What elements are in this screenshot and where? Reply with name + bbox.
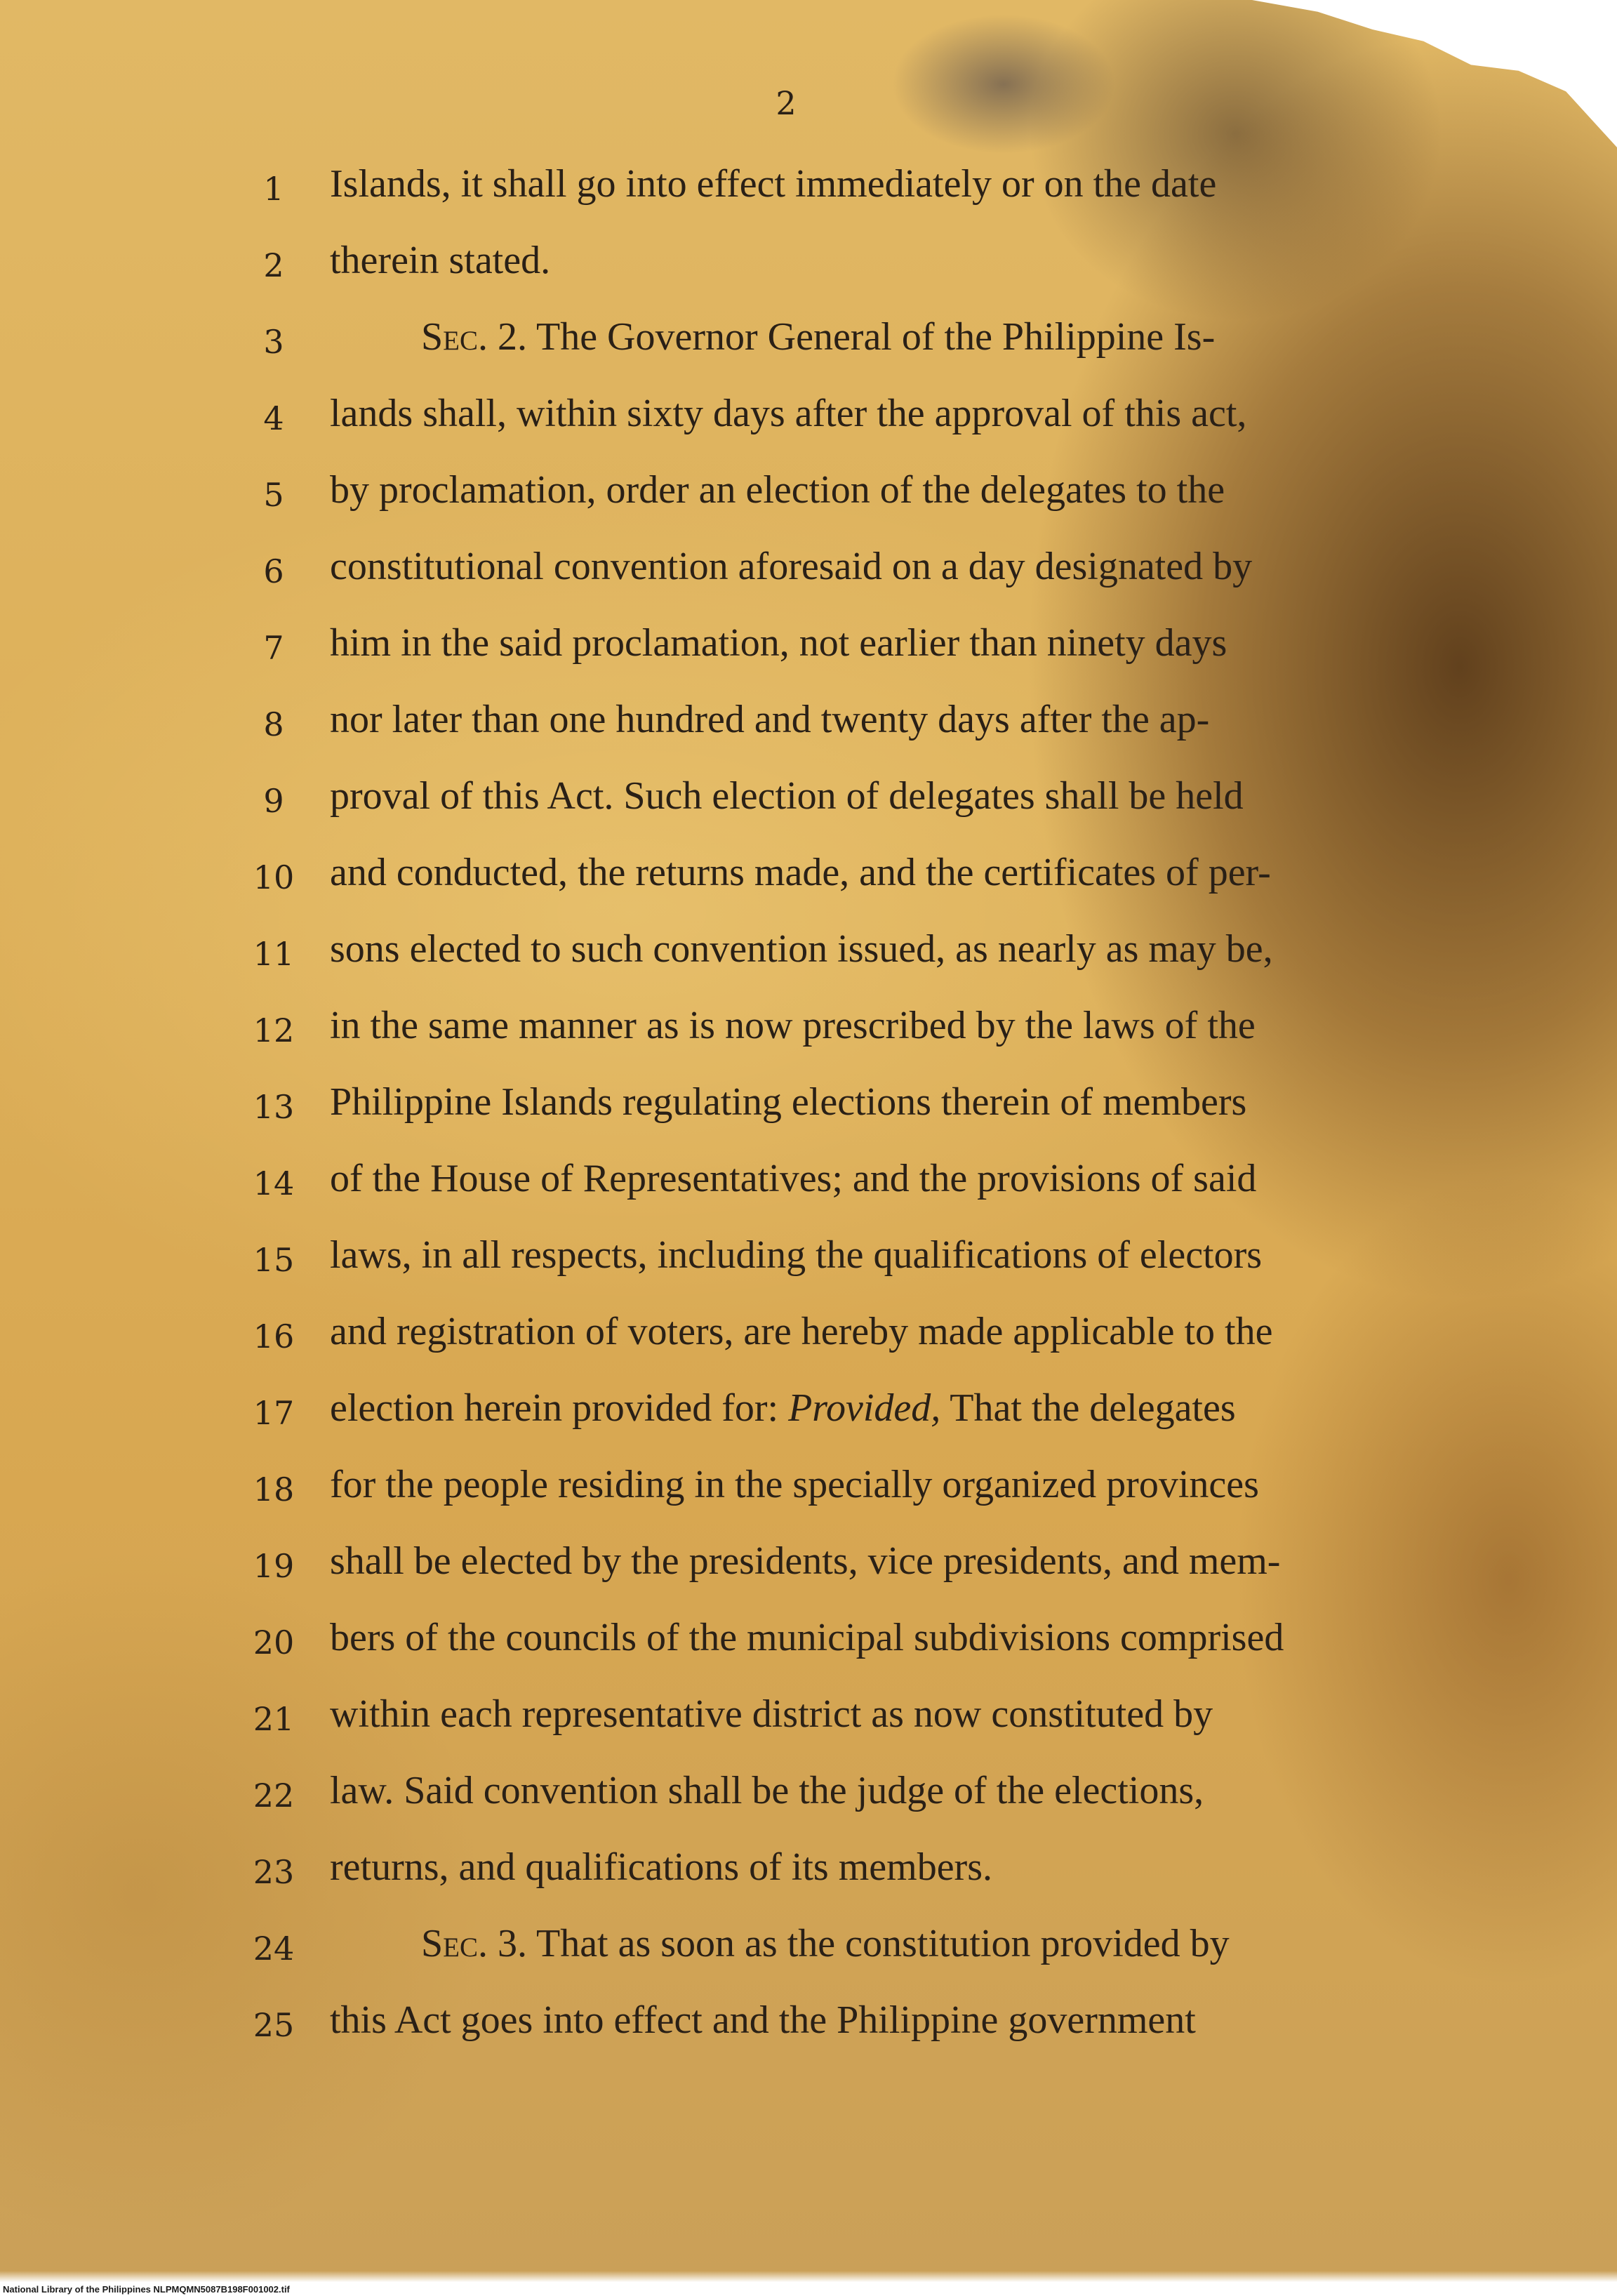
- text-line: [239, 1156, 1376, 1219]
- line-number: 5: [263, 476, 284, 514]
- line-number: 20: [253, 1624, 295, 1661]
- text-line: [239, 927, 1376, 990]
- line-number: 23: [253, 1853, 295, 1891]
- line-text: by proclamation, order an election of the delegates to the: [330, 468, 1225, 512]
- text-line: [239, 391, 1376, 454]
- line-number: 10: [253, 858, 295, 896]
- line-text: within each representative district as now constituted by: [330, 1692, 1213, 1736]
- line-text: this Act goes into effect and the Philippine government: [330, 1998, 1196, 2042]
- line-text: for the people residing in the specially organized provinces: [330, 1463, 1259, 1506]
- section-label: Sec. 2.: [421, 315, 527, 359]
- line-number: 4: [263, 399, 284, 437]
- line-number: 8: [263, 705, 284, 743]
- text-line: [239, 621, 1376, 684]
- line-text: constitutional convention aforesaid on a day designated by: [330, 545, 1253, 588]
- text-line: [239, 1615, 1376, 1678]
- text-line: [239, 467, 1376, 531]
- line-text: proval of this Act. Such election of delegates shall be held: [330, 774, 1244, 818]
- text-line: [239, 850, 1376, 913]
- line-number: 9: [263, 782, 284, 820]
- scan-source-label: National Library of the Philippines NLPMQMN5087B198F001002.tif: [3, 2284, 290, 2295]
- page-number: 2: [776, 84, 797, 122]
- text-line: [239, 1921, 1376, 1984]
- line-number: 2: [263, 246, 284, 284]
- text-line: [239, 161, 1376, 225]
- line-text: returns, and qualifications of its members.: [330, 1845, 992, 1889]
- line-text: in the same manner as is now prescribed by the laws of the: [330, 1004, 1256, 1047]
- text-line: [239, 1386, 1376, 1449]
- line-text: and registration of voters, are hereby made applicable to the: [330, 1310, 1273, 1353]
- line-text: [421, 1921, 1230, 1966]
- text-line: [239, 1309, 1376, 1372]
- proviso-italic: Provided,: [788, 1386, 941, 1430]
- line-text: shall be elected by the presidents, vice presidents, and mem-: [330, 1539, 1281, 1583]
- line-number: 1: [263, 170, 284, 208]
- text-line: [239, 1692, 1376, 1755]
- section-text: The Governor General of the Philippine Is-: [535, 315, 1216, 359]
- scan-footer: [0, 2271, 1617, 2296]
- line-text: sons elected to such convention issued, as nearly as may be,: [330, 927, 1273, 971]
- line-text: Philippine Islands regulating elections therein of members: [330, 1080, 1247, 1124]
- line-number: 11: [253, 935, 295, 973]
- line-text: law. Said convention shall be the judge of the elections,: [330, 1769, 1204, 1812]
- line-number: 24: [253, 1930, 295, 1967]
- line-number: 16: [253, 1318, 295, 1355]
- line-number: 7: [263, 629, 284, 667]
- text-line: [239, 697, 1376, 760]
- text-before-proviso: election herein provided for:: [330, 1386, 789, 1430]
- line-text: of the House of Representatives; and the provisions of said: [330, 1157, 1257, 1200]
- line-text: Islands, it shall go into effect immediately or on the date: [330, 162, 1217, 206]
- text-line: [239, 238, 1376, 301]
- text-line: [239, 774, 1376, 837]
- text-line: [239, 1539, 1376, 1602]
- line-number: 6: [263, 552, 284, 590]
- line-text: [330, 1386, 1236, 1431]
- line-number: 21: [253, 1700, 295, 1738]
- line-number: 18: [253, 1471, 295, 1508]
- line-number: 19: [253, 1547, 295, 1585]
- section-label: Sec. 3.: [421, 1922, 527, 1965]
- line-text: him in the said proclamation, not earlier than ninety days: [330, 621, 1227, 665]
- line-text: bers of the councils of the municipal subdivisions comprised: [330, 1616, 1284, 1659]
- text-line: [239, 544, 1376, 607]
- text-line: [239, 1080, 1376, 1143]
- line-number: 3: [263, 323, 284, 361]
- line-text: and conducted, the returns made, and the certificates of per-: [330, 851, 1271, 894]
- section-text: That as soon as the constitution provided by: [535, 1922, 1230, 1965]
- line-text: lands shall, within sixty days after the approval of this act,: [330, 392, 1247, 435]
- text-after-proviso: That the delegates: [940, 1386, 1236, 1430]
- line-text: laws, in all respects, including the qualifications of electors: [330, 1233, 1263, 1277]
- text-line: [239, 1845, 1376, 1908]
- line-number: 13: [253, 1088, 295, 1126]
- line-number: 25: [253, 2006, 295, 2044]
- line-number: 14: [253, 1164, 295, 1202]
- text-line: [239, 314, 1376, 378]
- text-line: [239, 1768, 1376, 1831]
- line-number: 22: [253, 1777, 295, 1814]
- text-line: [239, 1233, 1376, 1296]
- text-line: [239, 1003, 1376, 1066]
- text-line: [239, 1998, 1376, 2061]
- line-text: therein stated.: [330, 239, 551, 282]
- line-text: nor later than one hundred and twenty days after the ap-: [330, 698, 1210, 741]
- text-line: [239, 1462, 1376, 1525]
- line-number: 12: [253, 1011, 295, 1049]
- line-text: [421, 314, 1215, 359]
- line-number: 17: [253, 1394, 295, 1432]
- line-number: 15: [253, 1241, 295, 1279]
